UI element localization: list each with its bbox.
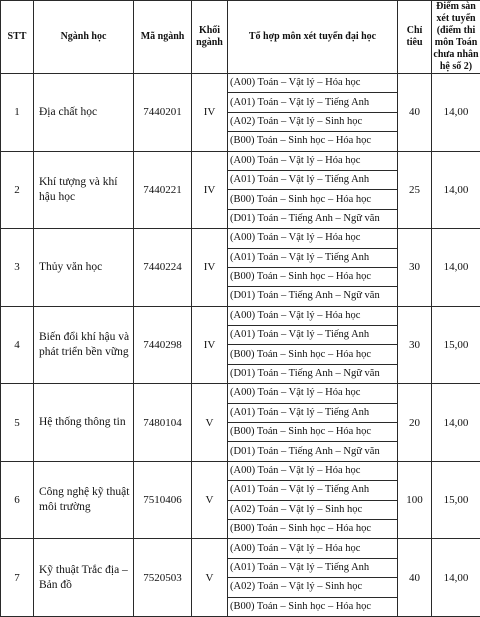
row-combo: (B00) Toán – Sinh học – Hóa học bbox=[228, 190, 398, 209]
header-stt: STT bbox=[1, 1, 34, 74]
row-quota: 40 bbox=[398, 539, 432, 617]
row-score: 15,00 bbox=[432, 461, 480, 539]
table-row bbox=[1, 539, 480, 558]
row-combo: (A00) Toán – Vật lý – Hóa học bbox=[228, 539, 398, 558]
row-stt: 1 bbox=[1, 74, 34, 152]
header-major: Ngành học bbox=[34, 1, 134, 74]
row-major: Khí tượng và khí hậu học bbox=[34, 151, 134, 229]
row-major: Kỹ thuật Trắc địa – Bản đồ bbox=[34, 539, 134, 617]
row-combo: (A01) Toán – Vật lý – Tiếng Anh bbox=[228, 93, 398, 112]
row-quota: 20 bbox=[398, 384, 432, 462]
table-row bbox=[1, 229, 480, 248]
row-combo: (A01) Toán – Vật lý – Tiếng Anh bbox=[228, 481, 398, 500]
row-combo: (B00) Toán – Sinh học – Hóa học bbox=[228, 597, 398, 616]
row-major: Biến đổi khí hậu và phát triển bền vững bbox=[34, 306, 134, 384]
row-stt: 5 bbox=[1, 384, 34, 462]
row-group: IV bbox=[192, 306, 228, 384]
table-body bbox=[1, 74, 480, 617]
header-group: Khối ngành bbox=[192, 1, 228, 74]
row-major: Công nghệ kỹ thuật môi trường bbox=[34, 461, 134, 539]
row-combo: (A01) Toán – Vật lý – Tiếng Anh bbox=[228, 403, 398, 422]
row-group: IV bbox=[192, 74, 228, 152]
row-code: 7510406 bbox=[134, 461, 192, 539]
row-quota: 30 bbox=[398, 306, 432, 384]
row-code: 7440221 bbox=[134, 151, 192, 229]
table-row bbox=[1, 461, 480, 480]
row-group: V bbox=[192, 539, 228, 617]
row-combo: (A00) Toán – Vật lý – Hóa học bbox=[228, 229, 398, 248]
row-combo: (A01) Toán – Vật lý – Tiếng Anh bbox=[228, 326, 398, 345]
row-combo: (B00) Toán – Sinh học – Hóa học bbox=[228, 345, 398, 364]
table-row bbox=[1, 151, 480, 170]
header-combos: Tổ hợp môn xét tuyển đại học bbox=[228, 1, 398, 74]
row-stt: 2 bbox=[1, 151, 34, 229]
row-combo: (A02) Toán – Vật lý – Sinh học bbox=[228, 500, 398, 519]
row-score: 14,00 bbox=[432, 151, 480, 229]
row-stt: 7 bbox=[1, 539, 34, 617]
row-group: IV bbox=[192, 229, 228, 307]
row-stt: 6 bbox=[1, 461, 34, 539]
row-score: 14,00 bbox=[432, 539, 480, 617]
table-row bbox=[1, 384, 480, 403]
row-score: 14,00 bbox=[432, 229, 480, 307]
row-quota: 100 bbox=[398, 461, 432, 539]
row-combo: (A02) Toán – Vật lý – Sinh học bbox=[228, 112, 398, 131]
row-quota: 25 bbox=[398, 151, 432, 229]
row-combo: (A01) Toán – Vật lý – Tiếng Anh bbox=[228, 248, 398, 267]
row-quota: 30 bbox=[398, 229, 432, 307]
row-combo: (A00) Toán – Vật lý – Hóa học bbox=[228, 461, 398, 480]
row-combo: (A00) Toán – Vật lý – Hóa học bbox=[228, 306, 398, 325]
row-code: 7480104 bbox=[134, 384, 192, 462]
row-combo: (B00) Toán – Sinh học – Hóa học bbox=[228, 423, 398, 442]
table-row bbox=[1, 74, 480, 93]
row-score: 15,00 bbox=[432, 306, 480, 384]
row-combo: (A00) Toán – Vật lý – Hóa học bbox=[228, 74, 398, 93]
row-score: 14,00 bbox=[432, 74, 480, 152]
row-code: 7440298 bbox=[134, 306, 192, 384]
row-group: IV bbox=[192, 151, 228, 229]
row-combo: (D01) Toán – Tiếng Anh – Ngữ văn bbox=[228, 442, 398, 461]
row-quota: 40 bbox=[398, 74, 432, 152]
row-combo: (A00) Toán – Vật lý – Hóa học bbox=[228, 151, 398, 170]
row-major: Địa chất học bbox=[34, 74, 134, 152]
header-quota: Chỉ tiêu bbox=[398, 1, 432, 74]
row-major: Thủy văn học bbox=[34, 229, 134, 307]
row-combo: (B00) Toán – Sinh học – Hóa học bbox=[228, 267, 398, 286]
row-stt: 4 bbox=[1, 306, 34, 384]
row-score: 14,00 bbox=[432, 384, 480, 462]
row-combo: (D01) Toán – Tiếng Anh – Ngữ văn bbox=[228, 287, 398, 306]
row-major: Hệ thống thông tin bbox=[34, 384, 134, 462]
row-combo: (D01) Toán – Tiếng Anh – Ngữ văn bbox=[228, 364, 398, 383]
row-combo: (D01) Toán – Tiếng Anh – Ngữ văn bbox=[228, 209, 398, 228]
row-combo: (A01) Toán – Vật lý – Tiếng Anh bbox=[228, 170, 398, 189]
row-code: 7440224 bbox=[134, 229, 192, 307]
row-stt: 3 bbox=[1, 229, 34, 307]
header-score: Điểm sàn xét tuyển (điểm thi môn Toán chưa nhân hệ số 2) bbox=[432, 1, 480, 74]
row-combo: (B00) Toán – Sinh học – Hóa học bbox=[228, 519, 398, 538]
table-row bbox=[1, 306, 480, 325]
row-code: 7440201 bbox=[134, 74, 192, 152]
row-code: 7520503 bbox=[134, 539, 192, 617]
header-code: Mã ngành bbox=[134, 1, 192, 74]
row-group: V bbox=[192, 384, 228, 462]
row-combo: (A02) Toán – Vật lý – Sinh học bbox=[228, 578, 398, 597]
row-combo: (B00) Toán – Sinh học – Hóa học bbox=[228, 132, 398, 151]
row-combo: (A01) Toán – Vật lý – Tiếng Anh bbox=[228, 558, 398, 577]
row-combo: (A00) Toán – Vật lý – Hóa học bbox=[228, 384, 398, 403]
table-header-row bbox=[1, 1, 480, 74]
row-group: V bbox=[192, 461, 228, 539]
